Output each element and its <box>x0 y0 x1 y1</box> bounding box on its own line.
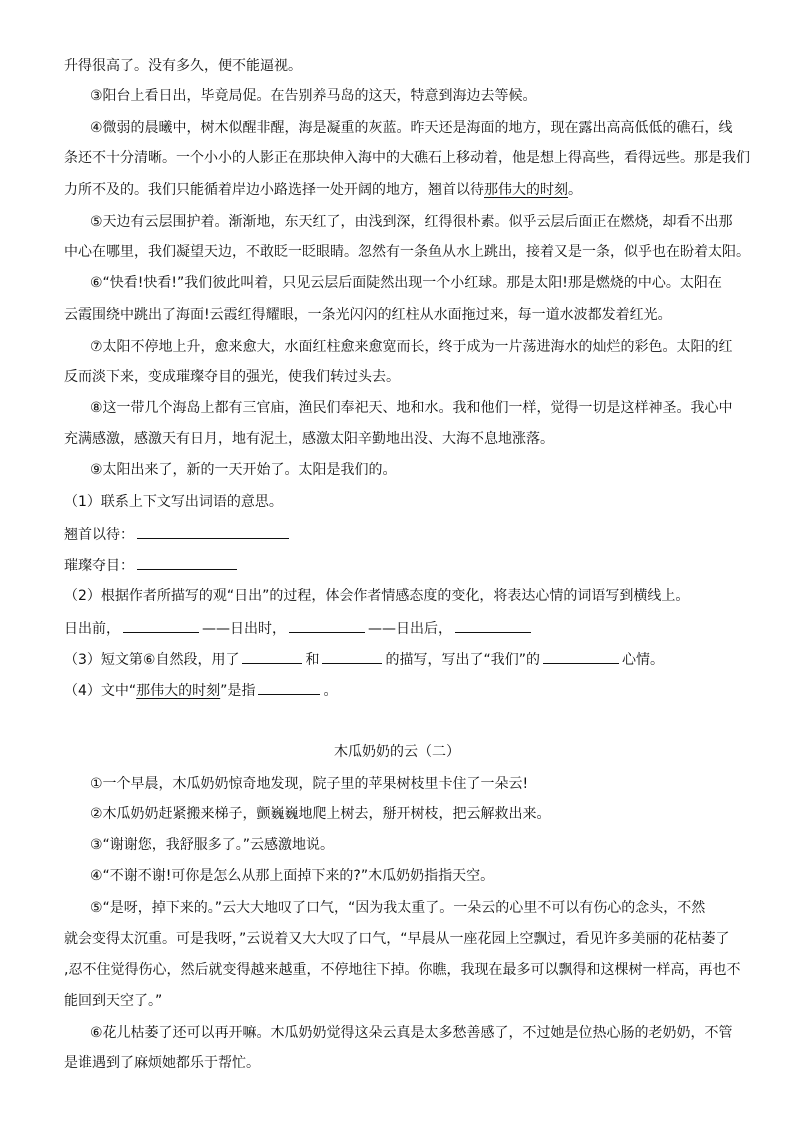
answer-blank[interactable] <box>455 618 531 633</box>
answer-blank[interactable] <box>123 618 199 633</box>
question-4-text: 。 <box>323 683 338 699</box>
paragraph-3: ③阳台上看日出，毕竟局促。在告别养马岛的这天，特意到海边去等候。 <box>90 88 537 104</box>
paragraph-6-line-1: ⑥“快看!快看!”我们彼此叫着，只见云层后面陡然出现一个小红球。那是太阳!那是燃烧的中心。太阳在 <box>90 275 722 291</box>
paragraph-7-line-1: ⑦太阳不停地上升，愈来愈大，水面红柱愈来愈宽而长，终于成为一片荡进海水的灿烂的彩色。太阳的红 <box>90 339 733 355</box>
passage-2-title: 木瓜奶奶的云（二） <box>334 744 460 760</box>
answer-blank[interactable] <box>289 618 365 633</box>
answer-blank[interactable] <box>322 649 382 664</box>
story-paragraph-5-line-3: ,忍不住觉得伤心，然后就变得越来越重，不停地往下掉。你瞧，我现在最多可以飘得和这棵树一样高，再也不 <box>64 962 741 978</box>
question-1-item-a <box>64 524 754 545</box>
underlined-phrase: 那伟大的时刻 <box>484 182 568 198</box>
paragraph-5-line-2: 中心在哪里，我们凝望天边，不敢眨一眨眼睛。忽然有一条鱼从水上跳出，接着又是一条，似乎也在盼着太阳。 <box>64 244 750 260</box>
story-paragraph-1: ①一个早晨，木瓜奶奶惊奇地发现，院子里的苹果树枝里卡住了一朵云! <box>90 776 529 792</box>
paragraph-7-line-2: 反而淡下来，变成璀璨夺目的强光，使我们转过头去。 <box>64 369 400 385</box>
paragraph-8-line-2: 充满感激，感激天有日月，地有泥土，感激太阳辛勤地出没、大海不息地涨落。 <box>64 431 554 447</box>
question-1-item-b <box>64 555 754 576</box>
paragraph-4-line-1: ④微弱的晨曦中，树木似醒非醒，海是凝重的灰蓝。昨天还是海面的地方，现在露出高高低低的礁石，线 <box>90 120 733 136</box>
paragraph-4-line-2: 条还不十分清晰。一个小小的人影正在那块伸入海中的大礁石上移动着，他是想上得高些，看得远些。那是我们 <box>64 150 750 166</box>
question-4-text: （4）文中“ <box>64 683 137 699</box>
answer-blank[interactable] <box>242 649 302 664</box>
question-3-text: 和 <box>305 652 320 668</box>
answer-blank[interactable] <box>543 649 619 664</box>
paragraph-4-line-3 <box>64 180 754 200</box>
paragraph-2-tail: 升得很高了。没有多久，便不能逼视。 <box>64 58 302 74</box>
during-label: ——日出时， <box>202 621 286 637</box>
question-3 <box>64 649 754 670</box>
question-1: （1）联系上下文写出词语的意思。 <box>64 494 283 510</box>
question-3-text: 心情。 <box>621 652 664 668</box>
story-paragraph-6-line-1: ⑥花儿枯萎了还可以再开嘛。木瓜奶奶觉得这朵云真是太多愁善感了，不过她是位热心肠的老奶奶，不管 <box>90 1025 733 1041</box>
question-3-text: （3）短文第⑥自然段，用了 <box>64 652 240 668</box>
story-paragraph-3: ③“谢谢您，我舒服多了。”云感激地说。 <box>90 837 335 853</box>
paragraph-4-end: 。 <box>568 182 582 198</box>
story-paragraph-5-line-4: 能回到天空了。” <box>64 993 163 1009</box>
story-paragraph-5-line-2: 就会变得太沉重。可是我呀，”云说着又大大叹了口气，“早晨从一座花园上空飘过，看见许多美丽的花枯萎了 <box>64 931 730 947</box>
before-label: 日出前， <box>64 621 120 637</box>
term-label: 翘首以待： <box>64 527 134 543</box>
story-paragraph-2: ②木瓜奶奶赶紧搬来梯子，颤巍巍地爬上树去，掰开树枝，把云解救出来。 <box>90 806 551 822</box>
paragraph-5-line-1: ⑤天边有云层围护着。渐渐地，东天红了，由浅到深，红得很朴素。似乎云层后面正在燃烧，却看不出那 <box>90 214 733 230</box>
paragraph-6-line-2: 云霞围绕中跳出了海面!云霞红得耀眼，一条光闪闪的红柱从水面拖过来，每一道水波都发着红光。 <box>64 307 672 323</box>
question-2: （2）根据作者所描写的观“日出”的过程，体会作者情感态度的变化，将表达心情的词语写到横线上。 <box>64 588 690 604</box>
answer-blank[interactable] <box>137 524 289 539</box>
question-3-text: 的描写，写出了“我们”的 <box>385 652 540 668</box>
paragraph-9: ⑨太阳出来了，新的一天开始了。太阳是我们的。 <box>90 462 397 478</box>
story-paragraph-4: ④“不谢不谢!可你是怎么从那上面掉下来的?”木瓜奶奶指指天空。 <box>90 868 495 884</box>
underlined-phrase: 那伟大的时刻 <box>136 683 221 699</box>
answer-blank[interactable] <box>258 680 320 695</box>
answer-blank[interactable] <box>137 555 237 570</box>
paragraph-4-text: 力所不及的。我们只能循着岸边小路选择一处开阔的地方，翘首以待 <box>64 182 484 198</box>
question-2-blanks <box>64 618 754 639</box>
after-label: ——日出后， <box>368 621 452 637</box>
term-label: 璀璨夺目： <box>64 558 134 574</box>
story-paragraph-5-line-1: ⑤“是呀，掉下来的。”云大大地叹了口气，“因为我太重了。一朵云的心里不可以有伤心的念头，不然 <box>90 900 706 916</box>
question-4 <box>64 680 754 701</box>
story-paragraph-6-line-2: 是谁遇到了麻烦她都乐于帮忙。 <box>64 1055 260 1071</box>
question-4-text: ”是指 <box>220 683 256 699</box>
paragraph-8-line-1: ⑧这一带几个海岛上都有三官庙，渔民们奉祀天、地和水。我和他们一样，觉得一切是这样神圣。我心中 <box>90 400 733 416</box>
